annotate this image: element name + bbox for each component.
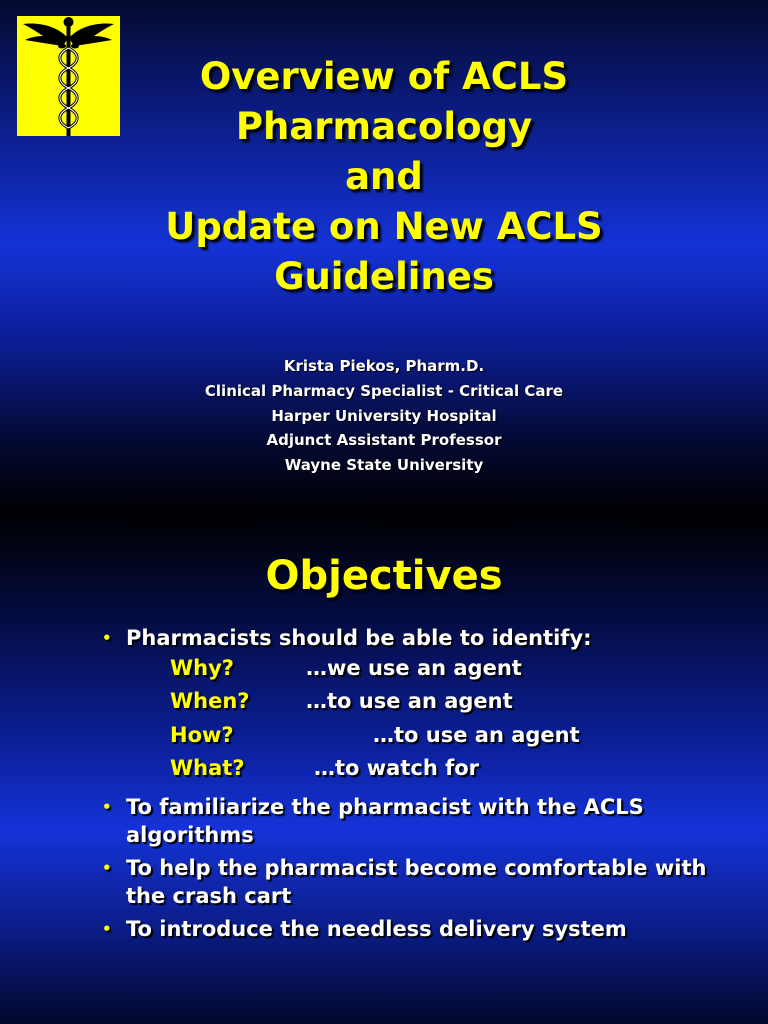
sub-question: When?: [170, 689, 250, 714]
title-line: and: [345, 155, 423, 198]
title-line: Overview of ACLS: [199, 55, 569, 98]
sub-answer: …to use an agent: [373, 722, 580, 747]
bullet-icon: •: [102, 920, 112, 939]
title-line: Guidelines: [274, 255, 494, 298]
bullet-text: To help the pharmacist become comfortable with the crash cart: [126, 856, 707, 909]
presenter-name: Krista Piekos, Pharm.D.: [283, 357, 485, 375]
bullet-text: To introduce the needless delivery system: [126, 917, 627, 942]
bullet-icon: •: [102, 629, 112, 647]
bullet-icon: •: [102, 798, 112, 817]
list-item: [0, 793, 726, 849]
sub-question: Why?: [170, 656, 234, 680]
sub-item: [0, 652, 768, 685]
bullet-text: Pharmacists should be able to identify:: [126, 626, 592, 650]
sub-item: [0, 752, 768, 785]
objectives-list: [0, 620, 768, 943]
sub-answer: …to watch for: [314, 755, 480, 780]
presenter-affiliation: Harper University Hospital: [271, 406, 497, 425]
list-item: [0, 624, 726, 652]
presenter-role: Adjunct Assistant Professor: [266, 431, 502, 450]
bullet-text: To familiarize the pharmacist with the ACLS algorithms: [126, 795, 644, 848]
presenter-role: Clinical Pharmacy Specialist - Critical Care: [204, 381, 564, 400]
sub-question: What?: [170, 755, 245, 780]
presenter-info: [84, 354, 684, 478]
sub-item: [0, 719, 768, 752]
sub-answer: …we use an agent: [306, 656, 522, 680]
title-line: Pharmacology: [235, 105, 533, 148]
presenter-affiliation: Wayne State University: [284, 456, 484, 475]
title-line: Update on New ACLS: [165, 205, 603, 248]
sub-item: [0, 685, 768, 718]
list-item: [0, 854, 726, 910]
sub-answer: …to use an agent: [306, 689, 513, 714]
sub-question: How?: [170, 722, 234, 747]
presentation-title: [84, 52, 684, 302]
objectives-title: Objectives: [265, 553, 503, 599]
bullet-icon: •: [102, 859, 112, 878]
list-item: [0, 915, 726, 943]
sub-list: [0, 652, 768, 785]
